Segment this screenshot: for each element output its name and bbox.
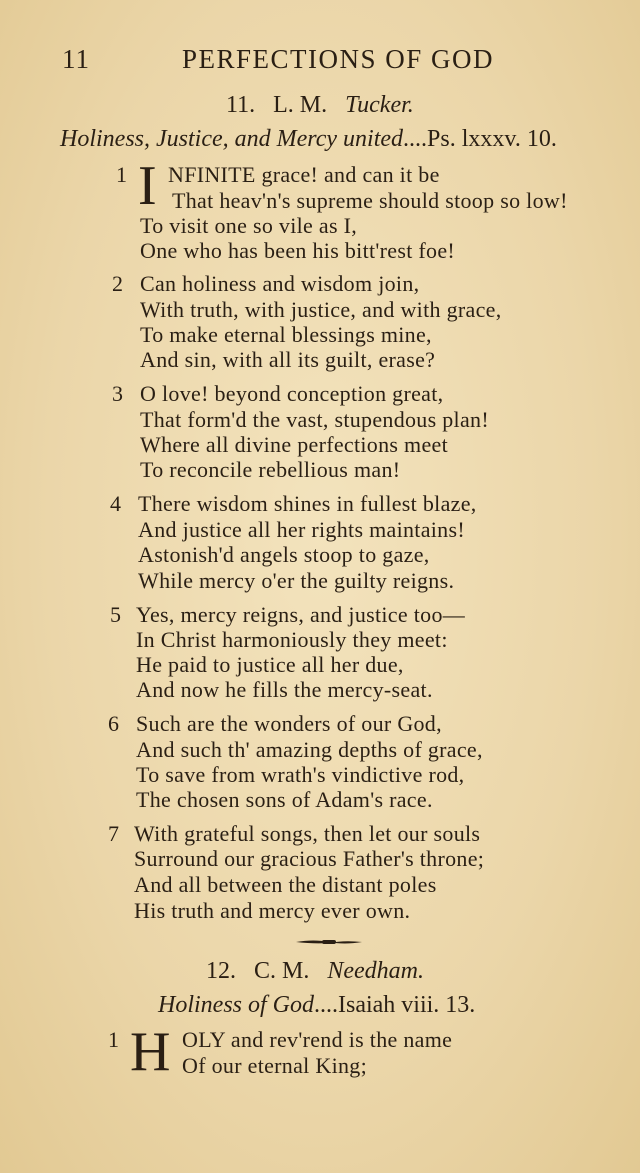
drop-cap: I: [138, 155, 157, 217]
verse-line: And all between the distant poles: [134, 872, 437, 897]
verse-line: Astonish'd angels stoop to gaze,: [138, 542, 430, 567]
verse-line: And such th' amazing depths of grace,: [136, 737, 483, 762]
subject-text: Holiness, Justice, and Mercy united: [60, 126, 404, 152]
verse-line: To reconcile rebellious man!: [140, 457, 401, 482]
verse-line: With grateful songs, then let our souls: [134, 821, 481, 846]
scripture-reference: ....Ps. lxxxv. 10.: [403, 126, 557, 152]
verse-line: Can holiness and wisdom join,: [140, 271, 420, 296]
verse-line: And now he fills the mercy-seat.: [136, 677, 433, 702]
verse-line: O love! beyond conception great,: [140, 381, 444, 406]
verse-line: The chosen sons of Adam's race.: [136, 787, 433, 812]
verse-line: Surround our gracious Father's throne;: [134, 846, 485, 871]
verse-line: With truth, with justice, and with grace,: [140, 297, 502, 322]
stanza-number: 7: [108, 821, 119, 846]
ornament-divider-icon: [296, 937, 362, 947]
hymn-12-subject: [158, 992, 475, 1019]
scripture-reference: ....Isaiah viii. 13.: [314, 992, 476, 1018]
verse-line: Where all divine perfections meet: [140, 432, 448, 457]
running-title: PERFECTIONS OF GOD: [182, 44, 495, 74]
hymn-tune: Tucker.: [345, 92, 414, 118]
stanza-number: 6: [108, 711, 119, 736]
stanza-number: 1: [116, 162, 127, 187]
hymn-12-heading: [206, 958, 424, 985]
verse-line: OLY and rev'rend is the name: [182, 1027, 453, 1052]
verse-line: Yes, mercy reigns, and justice too—: [136, 602, 466, 627]
verse-line: That form'd the vast, stupendous plan!: [140, 407, 489, 432]
verse-line: To save from wrath's vindictive rod,: [136, 762, 465, 787]
page-number: 11: [62, 44, 90, 74]
stanza-number: 1: [108, 1027, 119, 1052]
verse-line: While mercy o'er the guilty reigns.: [138, 568, 455, 593]
verse-line: He paid to justice all her due,: [136, 652, 404, 677]
verse-line: And sin, with all its guilt, erase?: [140, 347, 436, 372]
hymn-tune: Needham.: [327, 958, 425, 984]
verse-line: NFINITE grace! and can it be: [168, 162, 440, 187]
stanza-number: 5: [110, 602, 121, 627]
drop-cap: H: [130, 1021, 171, 1083]
hymn-number: 12.: [206, 958, 236, 984]
hymn-11-subject: [60, 126, 557, 153]
hymn-number: 11.: [226, 92, 256, 118]
verse-line: To make eternal blessings mine,: [140, 322, 432, 347]
verse-line: That heav'n's supreme should stoop so low!: [172, 188, 568, 213]
verse-line: His truth and mercy ever own.: [134, 898, 411, 923]
verse-line: One who has been his bitt'rest foe!: [140, 238, 456, 263]
stanza-number: 2: [112, 271, 123, 296]
stanza-number: 3: [112, 381, 123, 406]
verse-line: In Christ harmoniously they meet:: [136, 627, 448, 652]
verse-line: Such are the wonders of our God,: [136, 711, 442, 736]
stanza-number: 4: [110, 491, 121, 516]
hymn-11-heading: [226, 92, 414, 119]
verse-line: And justice all her rights maintains!: [138, 517, 465, 542]
verse-line: To visit one so vile as I,: [140, 213, 358, 238]
hymn-meter: L. M.: [273, 92, 328, 118]
hymn-meter: C. M.: [254, 958, 310, 984]
verse-line: Of our eternal King;: [182, 1053, 367, 1078]
verse-line: There wisdom shines in fullest blaze,: [138, 491, 477, 516]
subject-text: Holiness of God: [158, 992, 314, 1018]
